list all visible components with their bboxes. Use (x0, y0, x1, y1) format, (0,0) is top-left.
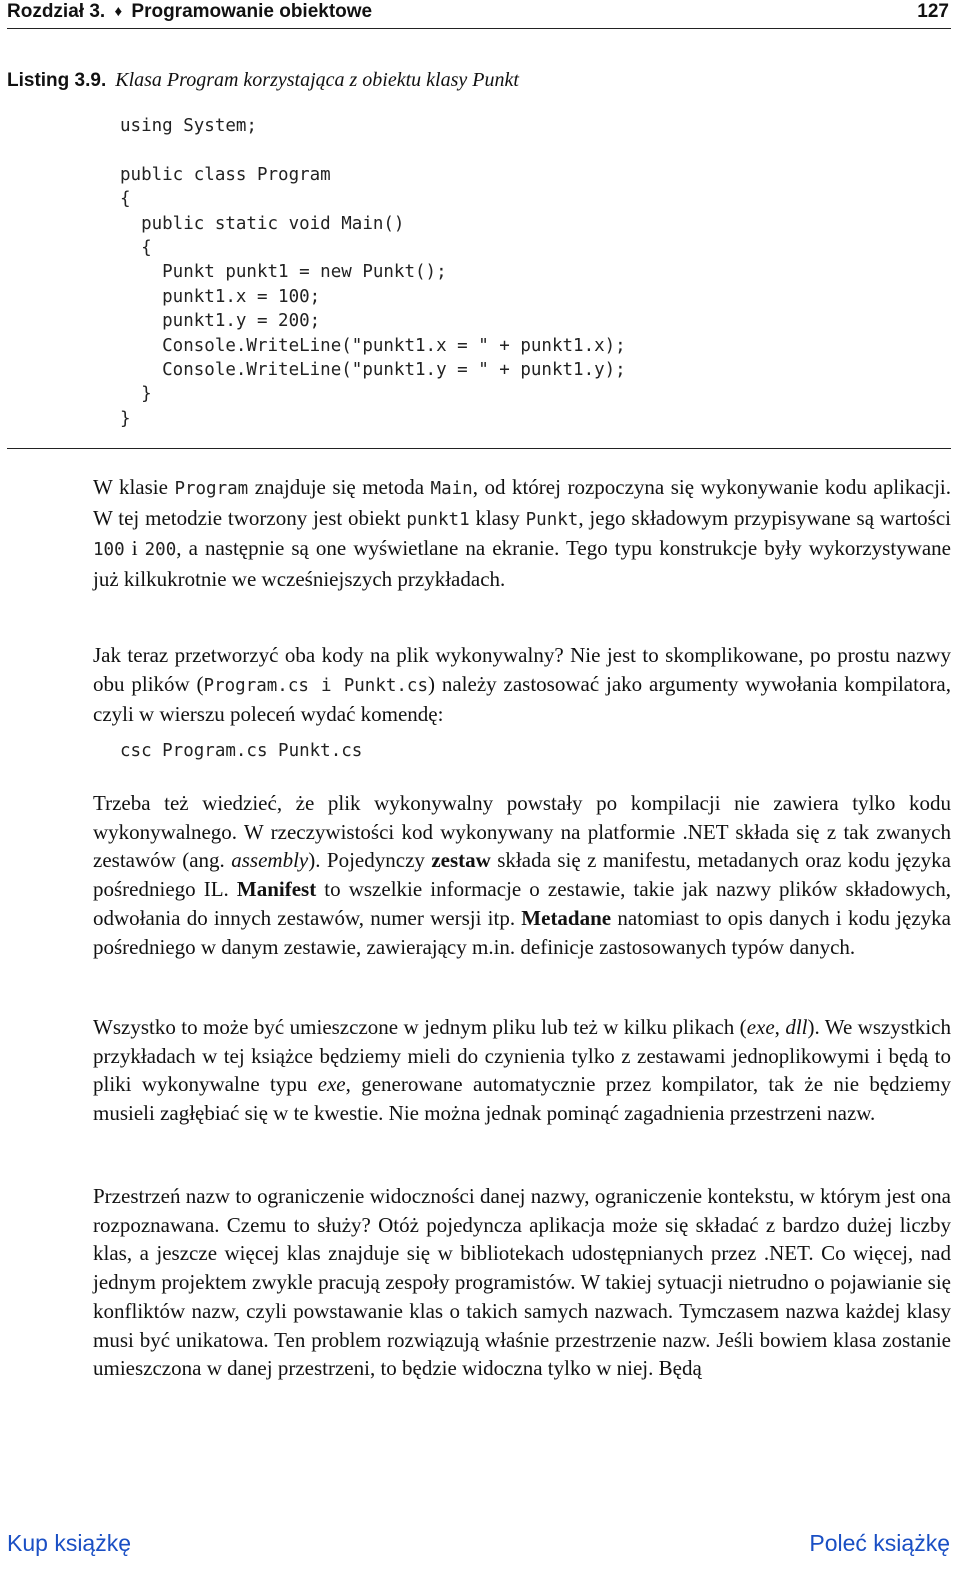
code-listing (120, 114, 626, 431)
recommend-book-link[interactable]: Poleć książkę (809, 1530, 950, 1556)
chapter-label: Rozdział 3. (7, 1, 106, 22)
listing-caption (7, 69, 519, 92)
code-line: public static void Main() (120, 213, 405, 234)
text: znajduje się metoda (248, 475, 431, 499)
inline-code: Main (430, 479, 473, 499)
text: ). Pojedynczy (308, 848, 432, 873)
italic-term: exe (746, 1015, 775, 1039)
inline-code: Punkt (525, 509, 579, 530)
paragraph-assemblies (93, 789, 951, 961)
text: , (774, 1015, 786, 1039)
paragraph-compile (93, 641, 951, 729)
code-line: { (120, 189, 131, 210)
listing-title: Klasa Program korzystająca z obiektu klasy Punkt (115, 69, 519, 91)
text: i (124, 536, 145, 561)
code-line: { (120, 237, 152, 258)
text: , od której rozpoczyna się wykonywanie kodu aplikacji. W tej metodzie tworzony jest obiekt (93, 475, 951, 530)
code-line: punkt1.y = 200; (120, 311, 321, 332)
text: natomiast to opis danych i kodu języka pośredniego w danym zestawie, zawierający m.in. definicje zastosowanych typów danych. (93, 905, 951, 959)
inline-code: punkt1 (406, 509, 470, 530)
page-number: 127 (917, 1, 949, 22)
text: ). We wszystkich przykładach w tej książce będziemy mieli do czynienia tylko z zestawami jednoplikowymi i będą to pliki wykonywalne typu (93, 1015, 952, 1097)
code-line: punkt1.x = 100; (120, 286, 321, 307)
bold-term: zestaw (431, 848, 491, 873)
text: , jego składowym przypisywane są wartości (578, 505, 951, 530)
italic-term: assembly (231, 848, 309, 873)
text: , a następnie są one wyświetlane na ekranie. Tego typu konstrukcje były wykorzystywane już kilkukrotnie we wcześniejszych przykładach. (93, 536, 951, 592)
listing-divider (7, 448, 951, 449)
text: to wszelkie informacje o zestawie, takie jak nazwy plików składowych, odwołania do innych zestawów, numer wersji itp. (93, 877, 952, 930)
code-line: Console.WriteLine("punkt1.y = " + punkt1.y); (120, 359, 626, 380)
text: Jak teraz przetworzyć oba kody na plik wykonywalny? Nie jest to skomplikowane, po prostu nazwy obu plików ( (93, 643, 951, 696)
bold-term: Manifest (236, 877, 317, 902)
paragraph-namespaces: Przestrzeń nazw to ograniczenie widoczności danej nazwy, ograniczenie kontekstu, w którym jest ona rozpoznawana. Czemu to służy? Otóż pojedyncza aplikacja może się składać z bardzo dużej liczby klas, a jeszcze więcej klas znajduje się w bibliotekach udostępnianych przez .NET. Co więcej, nad jednym projektem zwykle pracują zespoły programistów. W takiej sytuacji nietrudno o pojawianie się konfliktów nazw, czyli powstawanie klas o takich samych nazwach. Tymczasem nazwa każdej klasy musi być unikatowa. Ten problem rozwiązują właśnie przestrzenie nazw. Jeśli bowiem klasa zostanie umieszczona w danej przestrzeni, to będzie widoczna tylko w niej. Będą (93, 1184, 951, 1381)
running-header (7, 0, 951, 29)
italic-term: exe (317, 1072, 346, 1097)
code-line: public class Program (120, 164, 331, 185)
text: W klasie (93, 475, 175, 499)
text: składa się z manifestu, metadanych oraz kodu języka pośredniego IL. (93, 848, 951, 902)
compile-command: csc Program.cs Punkt.cs (120, 741, 363, 761)
text: klasy (469, 505, 526, 530)
code-line: using System; (120, 116, 257, 136)
inline-code: 200 (144, 540, 177, 561)
chapter-title: Programowanie obiektowe (131, 1, 373, 22)
inline-code: Program (174, 479, 249, 499)
text: , generowane automatycznie przez kompilator, tak że nie będziemy musieli zagłębiać się w te kwestie. Nie można jednak pominąć zagadnienia przestrzeni nazw. (93, 1072, 951, 1126)
bold-term: Metadane (521, 905, 612, 930)
text: Trzeba też wiedzieć, że plik wykonywalny powstały po kompilacji nie zawiera tylko kodu wykonywalnego. W rzeczywistości kod wykonywany na platformie .NET składa się z tak zwanych zestawów (ang. (93, 791, 951, 873)
code-line: Console.WriteLine("punkt1.x = " + punkt1.x); (120, 335, 626, 356)
paragraph-single-file (93, 1013, 951, 1128)
buy-book-link[interactable]: Kup książkę (7, 1530, 132, 1556)
chapter-heading (7, 0, 372, 24)
text: ) należy zastosować jako argumenty wywołania kompilatora, czyli w wierszu poleceń wydać komendę: (93, 671, 951, 727)
code-line: Punkt punkt1 = new Punkt(); (120, 262, 447, 283)
inline-code: 100 (93, 540, 125, 561)
text: Wszystko to może być umieszczone w jednym pliku lub też w kilku plikach ( (93, 1015, 747, 1039)
listing-number: Listing 3.9. (7, 70, 107, 91)
code-line (120, 138, 626, 162)
code-line: } (120, 408, 131, 429)
diamond-icon: ♦ (114, 3, 123, 20)
italic-term: dll (785, 1015, 808, 1039)
inline-code: Program.cs i Punkt.cs (203, 675, 429, 696)
paragraph-program-class (93, 473, 951, 594)
code-line: } (120, 384, 152, 405)
